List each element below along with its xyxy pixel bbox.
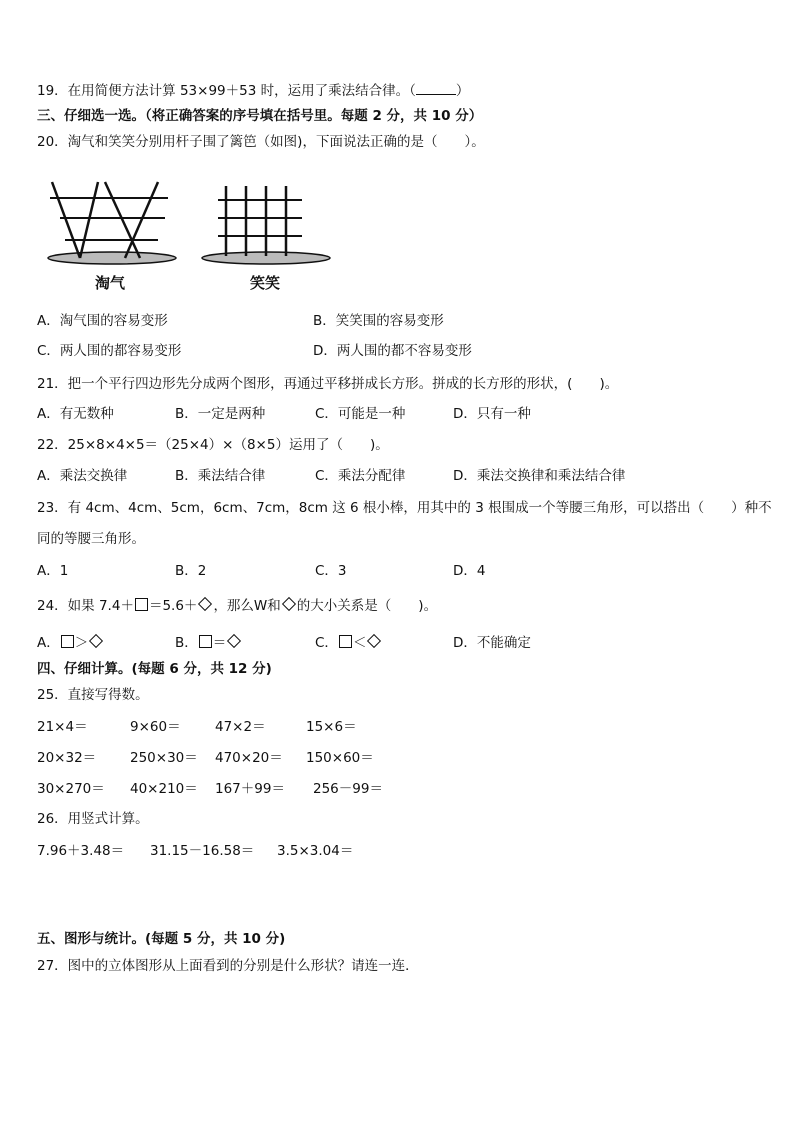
fence-figure-xiaoxiao bbox=[198, 180, 338, 270]
calc-item: 47×2＝ bbox=[215, 719, 266, 735]
question-21-text: 21．把一个平行四边形先分成两个图形，再通过平移拼成长方形。拼成的长方形的形状，( )。 bbox=[37, 376, 619, 392]
option-letter: A． bbox=[37, 635, 60, 651]
relation-sign: ＜ bbox=[352, 635, 367, 651]
calc-item: 40×210＝ bbox=[130, 781, 198, 797]
q21-option-b[interactable]: B．一定是两种 bbox=[175, 406, 266, 422]
relation-sign: ＞ bbox=[74, 635, 89, 651]
section-5-heading: 五、图形与统计。(每题 5 分，共 10 分) bbox=[37, 931, 286, 947]
diamond-symbol bbox=[367, 634, 381, 648]
question-27-text: 27．图中的立体图形从上面看到的分别是什么形状？请连一连． bbox=[37, 958, 419, 974]
square-symbol bbox=[135, 598, 148, 611]
q20-option-d[interactable]: D．两人围的都不容易变形 bbox=[313, 343, 472, 359]
q23-option-d[interactable]: D．4 bbox=[453, 563, 486, 579]
square-symbol bbox=[339, 635, 352, 648]
q22-option-c[interactable]: C．乘法分配律 bbox=[315, 468, 406, 484]
question-22-text: 22．25×8×4×5＝（25×4）×（8×5）运用了（ )。 bbox=[37, 437, 389, 453]
q20-option-a[interactable]: A．淘气围的容易变形 bbox=[37, 313, 168, 329]
calc-item: 470×20＝ bbox=[215, 750, 283, 766]
q23-option-a[interactable]: A．1 bbox=[37, 563, 69, 579]
q21-option-c[interactable]: C．可能是一种 bbox=[315, 406, 406, 422]
question-19-end: ） bbox=[455, 83, 470, 99]
vertical-calc-item: 31.15－16.58＝ bbox=[150, 843, 255, 859]
q23-option-b[interactable]: B．2 bbox=[175, 563, 207, 579]
q24-text-d: 的大小关系是（ )。 bbox=[296, 598, 438, 614]
calc-item: 9×60＝ bbox=[130, 719, 181, 735]
q24-option-c[interactable] bbox=[315, 634, 382, 652]
q22-option-d[interactable]: D．乘法交换律和乘法结合律 bbox=[453, 468, 626, 484]
question-19-text: 19．在用简便方法计算 53×99＋53 时，运用了乘法结合律。（ bbox=[37, 83, 416, 99]
question-19 bbox=[37, 82, 469, 100]
question-20-text: 20．淘气和笑笑分别用杆子围了篱笆（如图)，下面说法正确的是（ ）。 bbox=[37, 134, 485, 150]
vertical-calc-item: 3.5×3.04＝ bbox=[277, 843, 354, 859]
option-letter: B． bbox=[175, 635, 198, 651]
calc-item: 20×32＝ bbox=[37, 750, 97, 766]
calc-item: 167＋99＝ bbox=[215, 781, 285, 797]
section-3-heading: 三、仔细选一选。（将正确答案的序号填在括号里。每题 2 分，共 10 分） bbox=[37, 108, 483, 124]
square-symbol bbox=[199, 635, 212, 648]
square-symbol bbox=[61, 635, 74, 648]
question-26-text: 26．用竖式计算。 bbox=[37, 811, 149, 827]
diamond-symbol bbox=[227, 634, 241, 648]
calc-item: 15×6＝ bbox=[306, 719, 357, 735]
q24-option-d[interactable]: D．不能确定 bbox=[453, 635, 531, 651]
vertical-calc-item: 7.96＋3.48＝ bbox=[37, 843, 125, 859]
q22-option-b[interactable]: B．乘法结合律 bbox=[175, 468, 266, 484]
section-4-heading: 四、仔细计算。(每题 6 分，共 12 分) bbox=[37, 661, 272, 677]
q24-option-b[interactable] bbox=[175, 634, 242, 652]
diamond-symbol bbox=[282, 597, 296, 611]
q20-option-b[interactable]: B．笑笑围的容易变形 bbox=[313, 313, 444, 329]
option-letter: C． bbox=[315, 635, 338, 651]
calc-item: 256－99＝ bbox=[313, 781, 383, 797]
fence-figure-taoqi bbox=[40, 180, 190, 270]
question-23-text-line1: 23．有 4cm、4cm、5cm，6cm、7cm，8cm 这 6 根小棒，用其中的 3 根围成一个等腰三角形，可以搭出（ ）种不 bbox=[37, 500, 772, 516]
relation-sign: ＝ bbox=[212, 635, 227, 651]
q22-option-a[interactable]: A．乘法交换律 bbox=[37, 468, 128, 484]
q24-text-b: ＝5.6＋ bbox=[148, 598, 198, 614]
q24-option-a[interactable] bbox=[37, 634, 104, 652]
q21-option-d[interactable]: D．只有一种 bbox=[453, 406, 531, 422]
calc-item: 250×30＝ bbox=[130, 750, 198, 766]
q21-option-a[interactable]: A．有无数种 bbox=[37, 406, 114, 422]
caption-xiaoxiao: 笑笑 bbox=[250, 274, 281, 292]
question-23-text-line2: 同的等腰三角形。 bbox=[37, 531, 145, 547]
calc-item: 150×60＝ bbox=[306, 750, 374, 766]
q24-text-c: ，那么W和 bbox=[213, 598, 281, 614]
q24-text-a: 24．如果 7.4＋ bbox=[37, 598, 134, 614]
q20-option-c[interactable]: C．两人围的都容易变形 bbox=[37, 343, 182, 359]
question-25-text: 25．直接写得数。 bbox=[37, 687, 149, 703]
calc-item: 21×4＝ bbox=[37, 719, 88, 735]
q23-option-c[interactable]: C．3 bbox=[315, 563, 347, 579]
diamond-symbol bbox=[89, 634, 103, 648]
caption-taoqi: 淘气 bbox=[95, 274, 126, 292]
diamond-symbol bbox=[198, 597, 212, 611]
question-24 bbox=[37, 597, 437, 615]
answer-blank[interactable] bbox=[416, 82, 456, 95]
calc-item: 30×270＝ bbox=[37, 781, 105, 797]
